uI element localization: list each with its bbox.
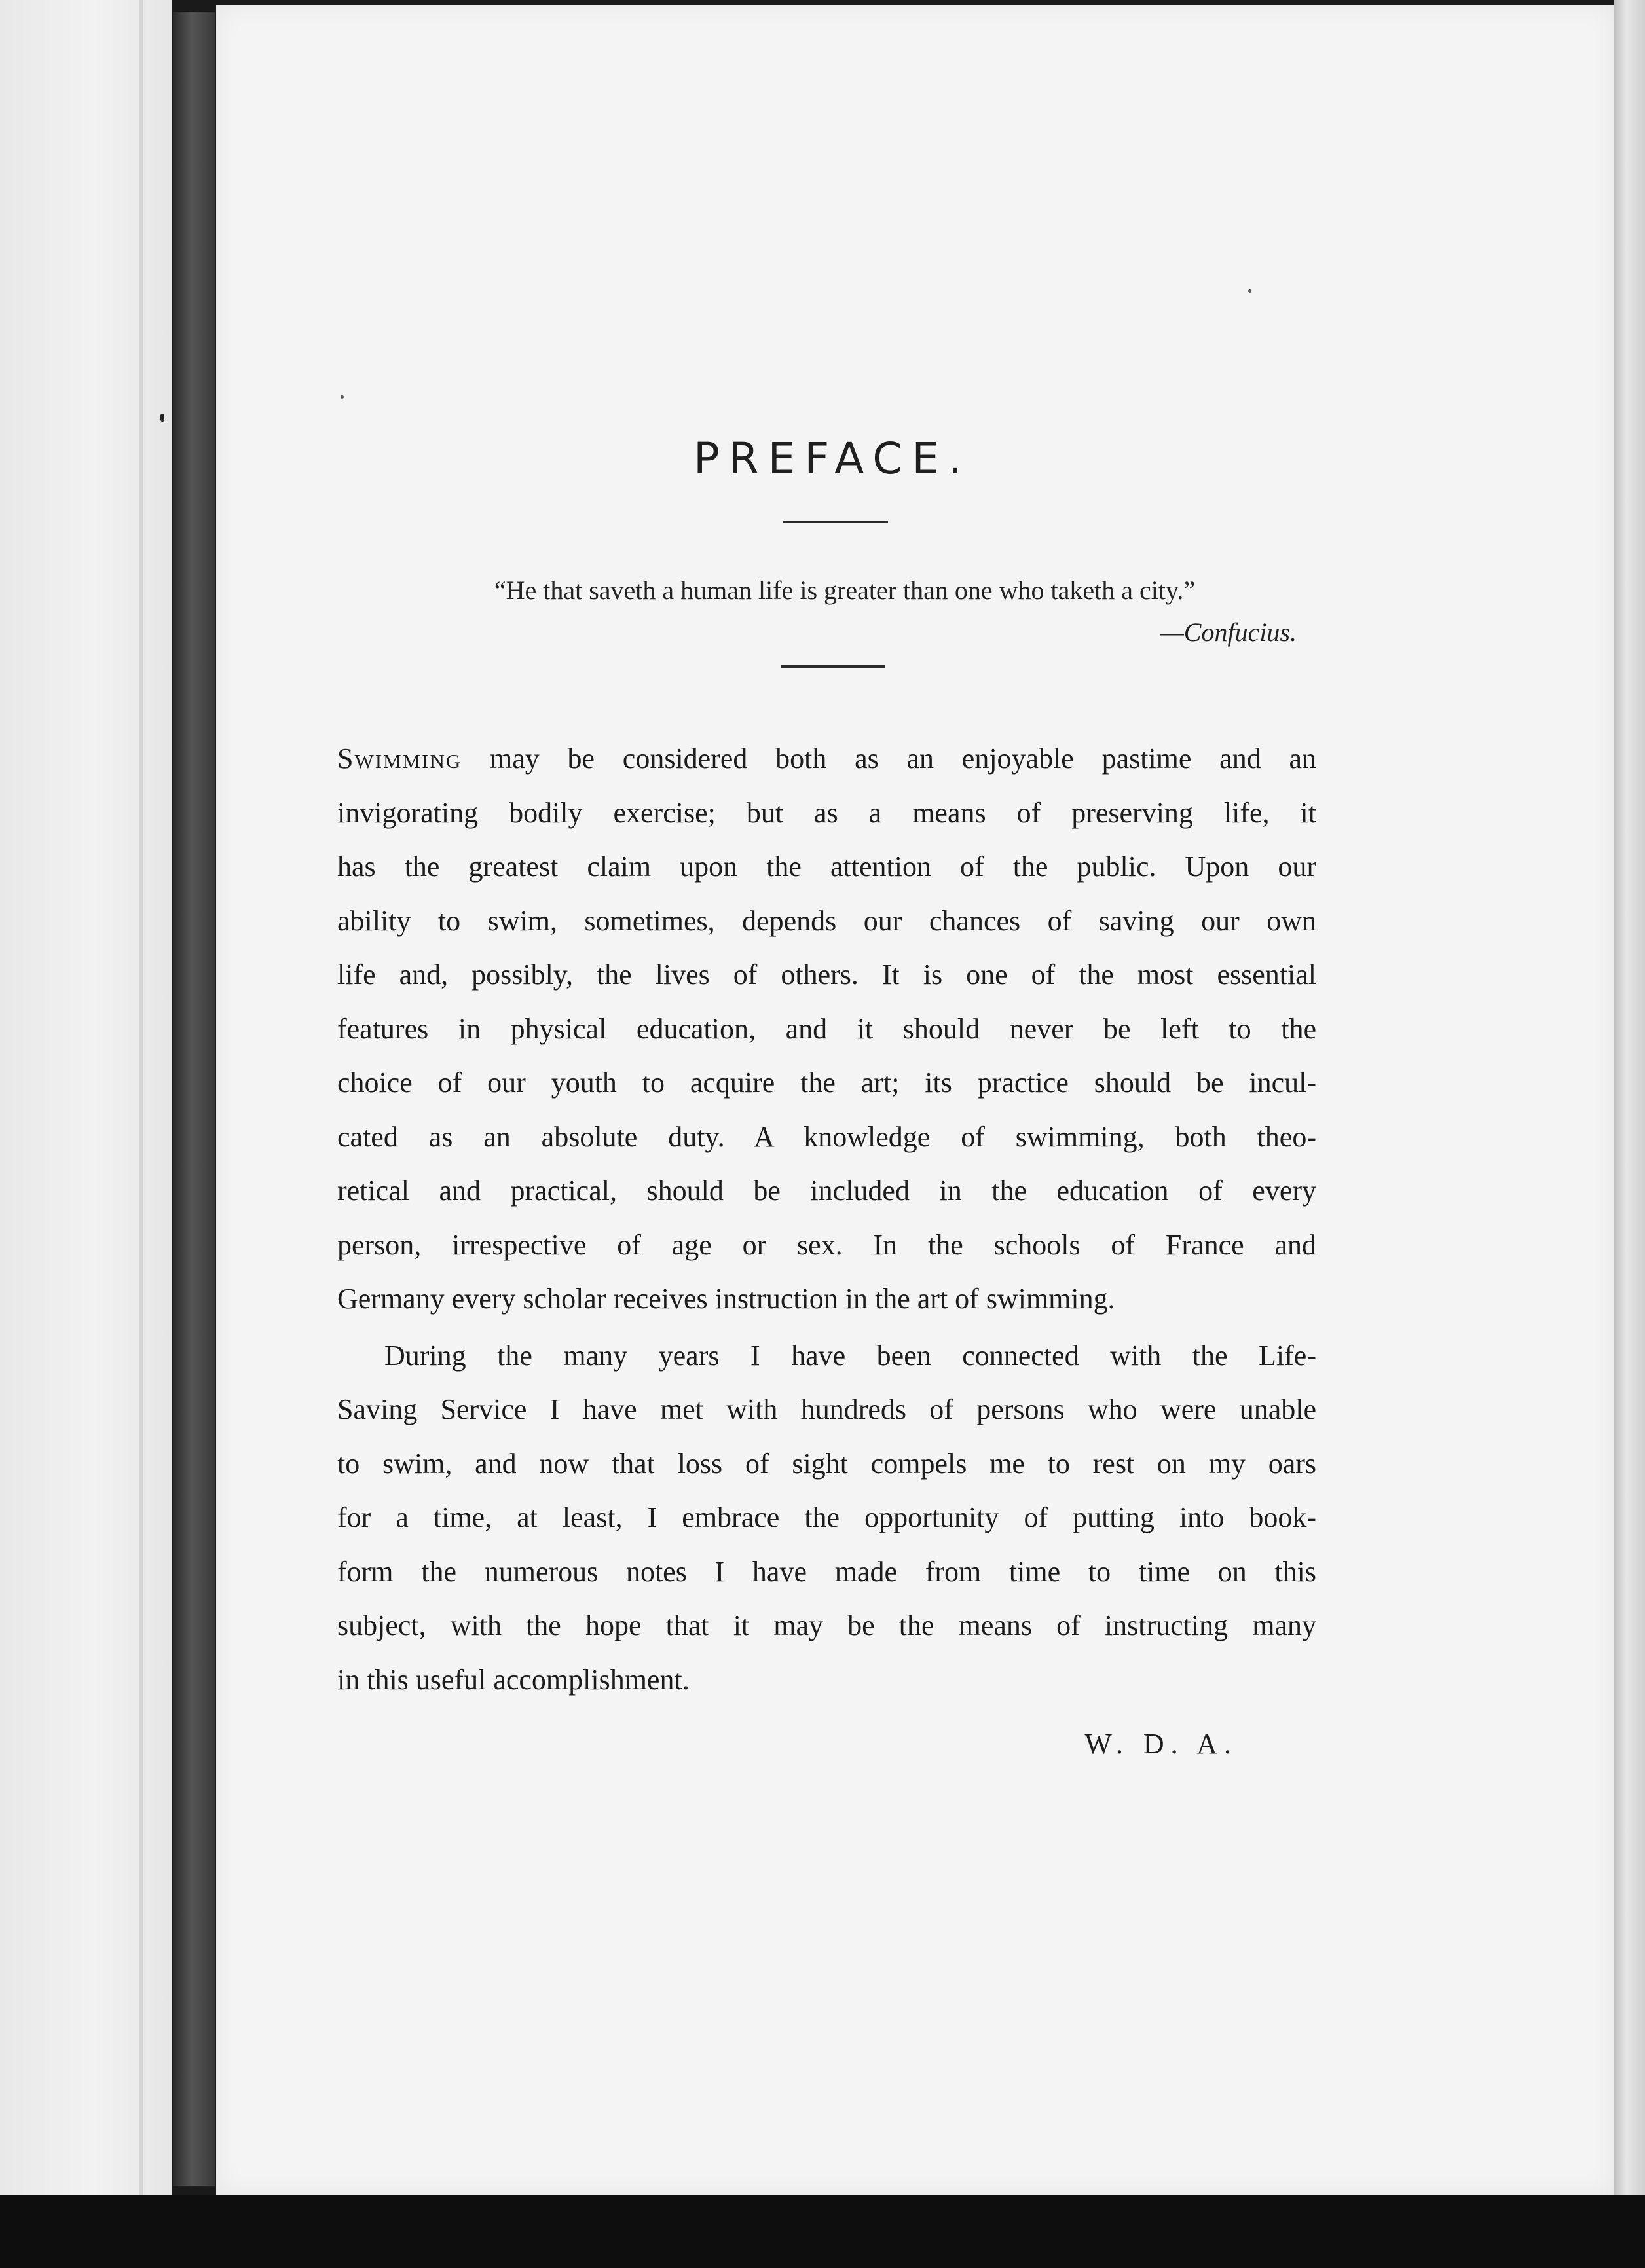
paragraph-line: life and, possibly, the lives of others. It is one of the most essential [337, 959, 1316, 991]
facing-page-fold [139, 0, 143, 2200]
paragraph-line: During the many years I have been connected with the Life- [384, 1339, 1316, 1372]
signature-initials: W. D. A. [1084, 1728, 1238, 1760]
title-rule-top [783, 521, 888, 523]
paragraph-line: in this useful accomplishment. [337, 1663, 690, 1696]
lead-word: Swimming [337, 742, 462, 775]
paragraph-line: features in physical education, and it should never be left to the [337, 1012, 1316, 1045]
book-binding [173, 12, 215, 2186]
paragraph-line: person, irrespective of age or sex. In the schools of France and [337, 1228, 1316, 1261]
line-text: may be considered both as an enjoyable pastime and an [462, 742, 1316, 775]
paragraph-line: ability to swim, sometimes, depends our chances of saving our own [337, 904, 1316, 937]
epigraph-quote: “He that saveth a human life is greater than one who taketh a city.” [494, 576, 1196, 605]
paragraph-line: Germany every scholar receives instruction in the art of swimming. [337, 1283, 1115, 1315]
paragraph-line: choice of our youth to acquire the art; its practice should be incul- [337, 1067, 1316, 1099]
page-right-edge [1614, 0, 1645, 2200]
paragraph-line: form the numerous notes I have made from time to time on this [337, 1555, 1316, 1588]
paragraph-line: to swim, and now that loss of sight compels me to rest on my oars [337, 1447, 1316, 1480]
scan-bottom-border [0, 2195, 1645, 2268]
page-title: PREFACE. [693, 433, 972, 485]
paragraph-line: subject, with the hope that it may be the means of instructing many [337, 1609, 1316, 1641]
ink-speck [1248, 289, 1251, 293]
ink-speck [160, 414, 164, 422]
title-rule-bottom [781, 665, 885, 668]
paragraph-line: invigorating bodily exercise; but as a means of preserving life, it [337, 796, 1316, 829]
preface-body [337, 732, 1316, 1707]
paragraph-line: has the greatest claim upon the attention of the public. Upon our [337, 850, 1316, 883]
paragraph-line: retical and practical, should be included in the education of every [337, 1175, 1316, 1207]
paragraph-line: Saving Service I have met with hundreds of persons who were unable [337, 1393, 1316, 1425]
facing-page-edge [0, 0, 172, 2200]
epigraph-attribution: —Confucius. [1160, 617, 1297, 647]
paragraph-2 [337, 1329, 1316, 1708]
ink-speck [341, 395, 344, 399]
paragraph-1 [337, 732, 1316, 1326]
paragraph-line: cated as an absolute duty. A knowledge of swimming, both theo- [337, 1120, 1316, 1153]
paragraph-line [337, 732, 1316, 786]
paragraph-line: for a time, at least, I embrace the opportunity of putting into book- [337, 1501, 1316, 1533]
